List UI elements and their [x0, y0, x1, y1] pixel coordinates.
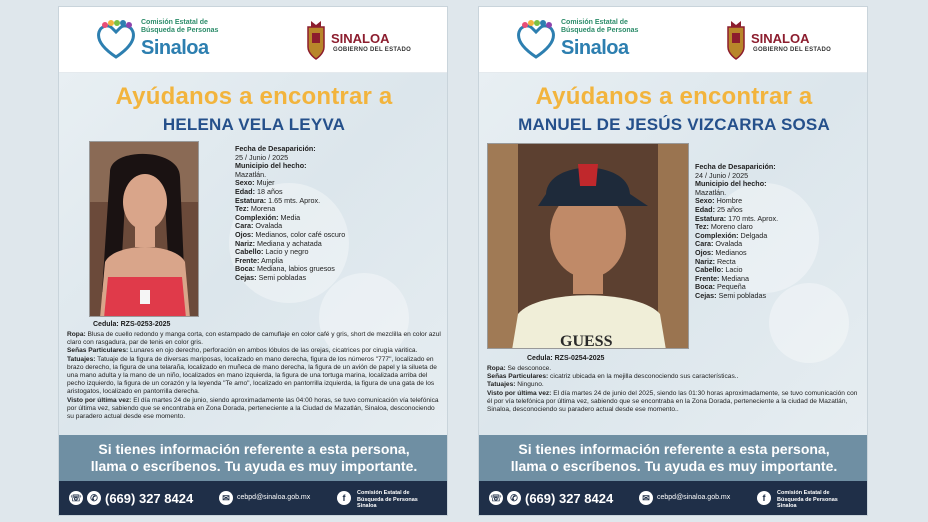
heart-logo-icon	[515, 19, 557, 61]
footer-bar	[479, 481, 868, 516]
description-row: Señas Particulares: Lunares en ojo derecho, perforación en ambos lóbulos de las orejas, cicatrices por cirugía varitica.	[67, 347, 418, 355]
detail-row: Sexo: Mujer	[235, 178, 275, 188]
heart-logo-icon	[95, 19, 137, 61]
detail-row: Mazatlán.	[235, 169, 267, 179]
cedula-label: Cedula: RZS-0254-2025	[527, 355, 605, 362]
description-row: Tatuajes: Ninguno.	[487, 381, 544, 389]
person-name: MANUEL DE JESÚS VIZCARRA SOSA	[518, 115, 830, 134]
callout-banner	[479, 435, 868, 481]
detail-row: Ojos: Medianos	[695, 247, 747, 257]
org-name-big: Sinaloa	[561, 37, 629, 59]
footer-org-name: Comisión Estatal de Búsqueda de Personas Sinaloa	[357, 490, 418, 509]
poster-header	[479, 7, 867, 73]
detail-row: Complexión: Delgada	[695, 230, 768, 240]
description-row: Visto por última vez: El día martes 24 de junio del 2025, siendo las 01:30 horas aproximadamente, se tuvo comunicación con él por vía telefónica por última vez, sabiendo que se encontraba en la Zona Dorada, perteneciente a la ciudad de Mazatlán, Sinaloa, desconociendo su paradero actual desde ese momento..	[487, 389, 858, 414]
email-address[interactable]: cebpd@sinaloa.gob.mx	[237, 494, 311, 501]
description-row: Visto por última vez: El día martes 24 de junio, siendo aproximadamente las 04:00 horas, se tuvo comunicación vía telefónica por última vez, sabiendo que se encontraba en Zona Dorada, perteneciente a la Ciudad de Mazatlán, Sinaloa, desconociendo su paradero actual desde ese momento.	[67, 396, 439, 421]
details-list	[235, 145, 345, 283]
state-shield-icon	[725, 19, 747, 61]
detail-row: Ojos: Medianos, color café oscuro	[235, 229, 346, 239]
detail-row: Edad: 25 años	[695, 204, 743, 214]
detail-row: Nariz: Recta	[695, 256, 736, 266]
detail-row: Estatura: 1.65 mts. Aprox.	[235, 195, 321, 205]
description-block	[487, 365, 861, 414]
description-block	[67, 331, 441, 421]
detail-row: Nariz: Mediana y achatada	[235, 238, 322, 248]
gov-title: SINALOA	[751, 31, 810, 46]
whatsapp-icon: ✆	[87, 491, 101, 505]
facebook-icon: f	[757, 491, 771, 505]
org-name-big: Sinaloa	[141, 37, 209, 59]
detail-row: Municipio del hecho:	[695, 179, 767, 189]
person-name: HELENA VELA LEYVA	[162, 115, 346, 134]
whatsapp-icon: ✆	[507, 491, 521, 505]
callout-banner	[59, 435, 448, 481]
detail-row: Estatura: 170 mts. Aprox.	[695, 213, 779, 223]
missing-person-poster-left	[58, 6, 448, 516]
detail-row: Mazatlán.	[695, 187, 727, 197]
photo-portrait	[488, 144, 689, 349]
gov-subtitle: GOBIERNO DEL ESTADO	[333, 47, 412, 53]
callout-line: Si tienes información referente a esta persona,	[518, 441, 830, 457]
detail-row: Sexo: Hombre	[695, 196, 743, 206]
detail-row: Cejas: Semi pobladas	[695, 290, 767, 300]
description-row: Tatuajes: Tatuaje de la figura de diversas mariposas, localizado en mano derecha, figura de los números "777", localizado en brazo derecho, la figura de una telaraña, localizado en muñeca de mano derecha, la figura de un avión de papel y la silueta de una mano adulta y la mano de un niño, localizados en mano izquierda, la figura de una tortuga marina, localizada arriba del pecho izquierdo, la figura de un corazón y la leyenda "Te amo", localizado en pantorrilla izquierda, la figura de una gata de los aristogatos, localizado en pantorrilla derecha.	[67, 355, 437, 396]
detail-row: Boca: Mediana, labios gruesos	[235, 264, 335, 274]
description-row: Señas Particulares: cicatriz ubicada en la mejilla desconociendo sus características..	[487, 373, 739, 381]
detail-row: Edad: 18 años	[235, 186, 283, 196]
email-icon: ✉	[639, 491, 653, 505]
detail-row: Fecha de Desaparición:	[235, 144, 316, 153]
description-row: Ropa: Se desconoce.	[487, 365, 552, 372]
callout-line: llama o escríbenos. Tu ayuda es muy importante.	[510, 458, 838, 474]
missing-person-poster-right	[478, 6, 868, 516]
poster-body	[479, 73, 868, 435]
detail-row: Cejas: Semi pobladas	[235, 272, 307, 282]
detail-row: Frente: Amplia	[235, 255, 283, 265]
poster-body	[59, 73, 448, 435]
detail-row: Cabello: Lacio	[695, 265, 743, 275]
headline: Ayúdanos a encontrar a	[535, 83, 813, 110]
detail-row: Tez: Moreno claro	[695, 222, 753, 232]
description-row: Ropa: Blusa de cuello redondo y manga corta, con estampado de camuflaje en color café y gris, short de mezclilla en color azul claro con rasgadura, par de tenis en color gris.	[67, 331, 441, 347]
person-photo	[89, 141, 199, 317]
detail-row: Municipio del hecho:	[235, 161, 307, 171]
poster-header	[59, 7, 447, 73]
state-shield-icon	[305, 19, 327, 61]
cedula-label: Cedula: RZS-0253-2025	[93, 321, 171, 328]
phone-icon: ☏	[70, 493, 82, 503]
detail-row: Fecha de Desaparición:	[695, 162, 776, 171]
detail-row: Frente: Mediana	[695, 273, 749, 283]
detail-row: Cabello: Lacio y negro	[235, 247, 309, 257]
facebook-icon: f	[337, 491, 351, 505]
callout-line: Si tienes información referente a esta persona,	[98, 441, 410, 457]
gov-title: SINALOA	[331, 31, 390, 46]
background-decoration	[769, 283, 849, 363]
detail-row: Tez: Morena	[235, 204, 276, 214]
photo-portrait	[90, 142, 199, 317]
email-icon: ✉	[219, 491, 233, 505]
callout-line: llama o escríbenos. Tu ayuda es muy importante.	[90, 458, 418, 474]
org-name-small: Comisión Estatal de Búsqueda de Personas	[561, 19, 639, 34]
phone-number[interactable]: (669) 327 8424	[105, 491, 194, 506]
phone-number[interactable]: (669) 327 8424	[525, 491, 614, 506]
gov-subtitle: GOBIERNO DEL ESTADO	[753, 47, 832, 53]
footer-org-name: Comisión Estatal de Búsqueda de Personas Sinaloa	[777, 490, 838, 509]
detail-row: 25 / Junio / 2025	[235, 152, 289, 162]
footer-bar	[59, 481, 448, 516]
email-address[interactable]: cebpd@sinaloa.gob.mx	[657, 494, 731, 501]
shirt-text: GUESS	[560, 333, 613, 349]
phone-icon: ☏	[490, 493, 502, 503]
detail-row: Complexión: Media	[235, 212, 301, 222]
detail-row: Cara: Ovalada	[695, 239, 743, 249]
detail-row: Cara: Ovalada	[235, 221, 283, 231]
detail-row: Boca: Pequeña	[695, 282, 746, 292]
org-name-small: Comisión Estatal de Búsqueda de Personas	[141, 19, 219, 34]
person-photo	[487, 143, 689, 349]
headline: Ayúdanos a encontrar a	[115, 83, 393, 110]
detail-row: 24 / Junio / 2025	[695, 170, 749, 180]
details-list	[695, 163, 778, 301]
